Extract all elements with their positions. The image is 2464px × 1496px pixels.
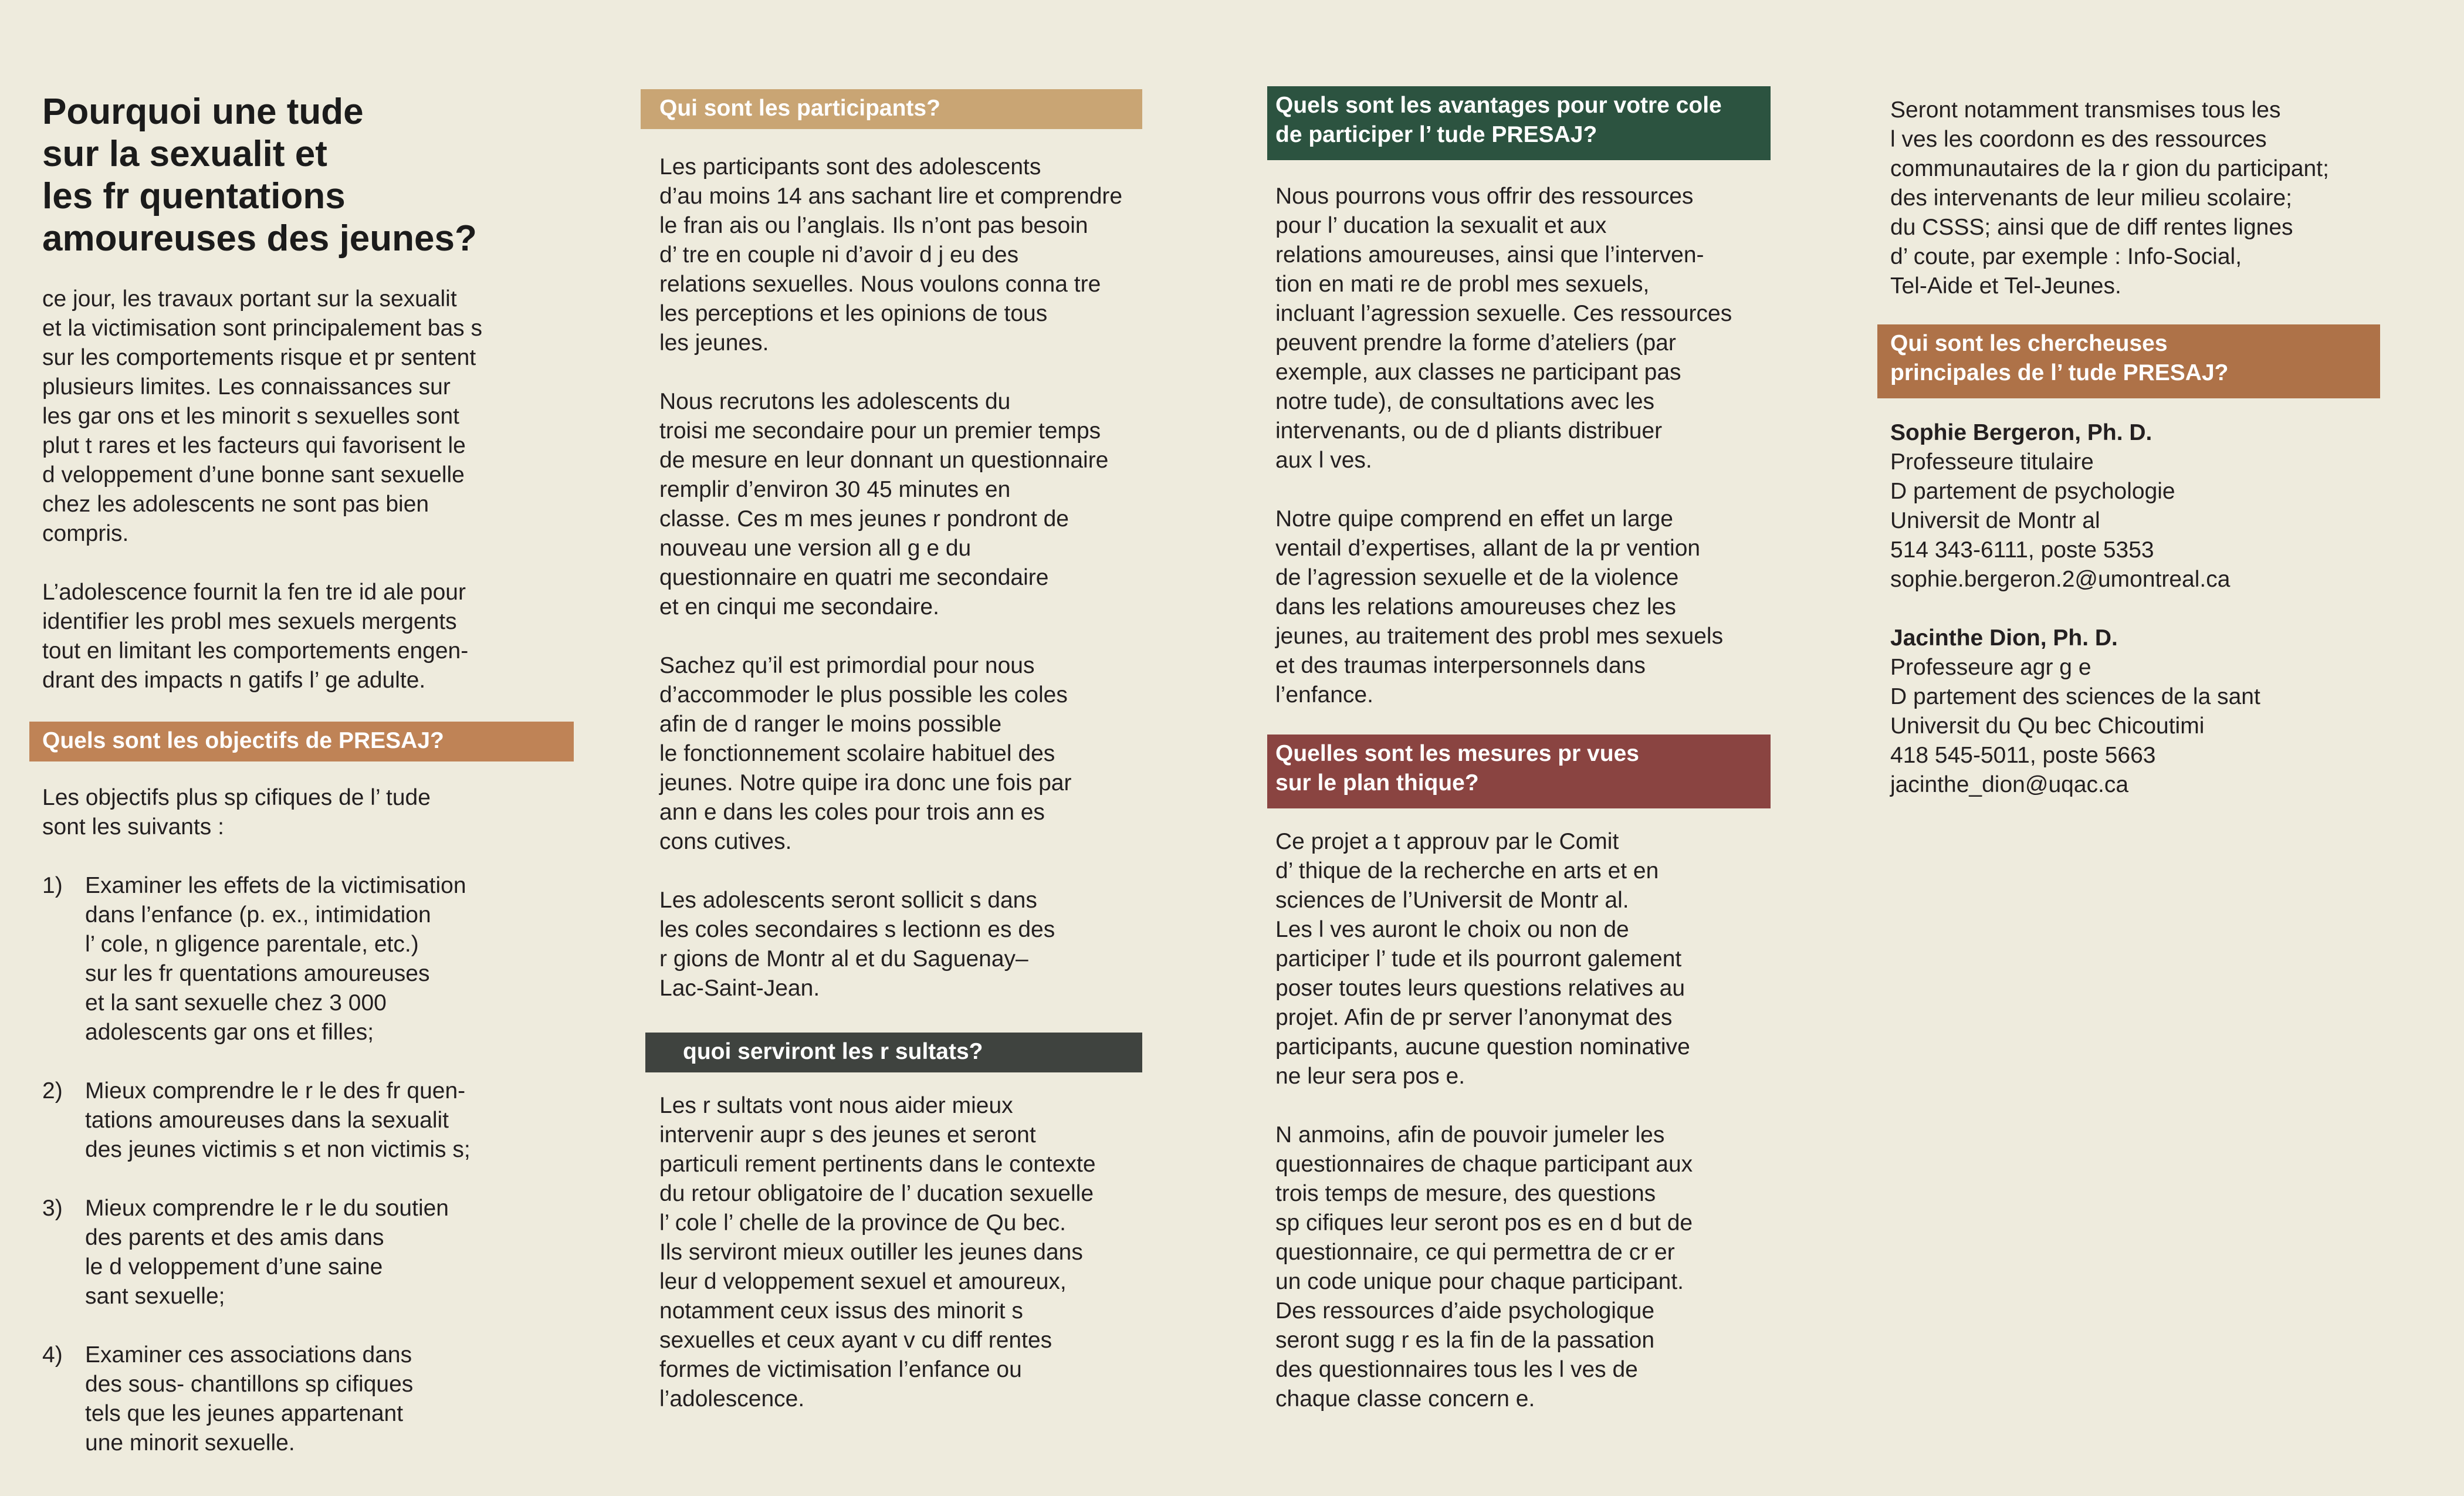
list-item: [42, 871, 471, 1047]
researcher-contact: [1890, 418, 2230, 594]
resources-paragraph: Seront notamment transmises tous les l ves les coordonn es des ressources communautaires de la r gion du participant; des intervenants de leur milieu scolaire; du CSSS; ainsi que de diff rentes lignes d’ coute, par exemple : Info-Social, Tel-Aide et Tel-Jeunes.: [1890, 97, 2329, 299]
list-number: 1): [42, 873, 63, 898]
selection-paragraph: Les adolescents seront sollicit s dans les coles secondaires s lectionn es des r gions de Montr al et du Saguenay– Lac-Saint-Jean.: [659, 888, 1055, 1001]
anonymity-paragraph: N anmoins, afin de pouvoir jumeler les questionnaires de chaque participant aux trois temps de mesure, des questions sp cifiques leur seront pos es en d but de questionnaire, ce qui permettra de cr er un code unique pour chaque participant. Des ressources d’aide psychologique seront sugg r es la fin de la passation des questionnaires tous les l ves de chaque classe concern e.: [1275, 1122, 1693, 1412]
objectives-header: Quels sont les objectifs de PRESAJ?: [29, 722, 574, 761]
list-number: 2): [42, 1078, 63, 1104]
intro-paragraph: ce jour, les travaux portant sur la sexualit et la victimisation sont principalement bas s sur les comportements risque et pr sentent plusieurs limites. Les connaissances sur les gar ons et les minorit s sexuelles sont plut t rares et les facteurs qui favorisent le d veloppement d’une bonne sant sexuelle chez les adolescents ne sont pas bien compris.: [42, 286, 483, 546]
ethics-header: Quelles sont les mesures pr vues sur le plan thique?: [1267, 735, 1771, 808]
researcher-name: Jacinthe Dion, Ph. D.: [1890, 625, 2118, 651]
accommodation-paragraph: Sachez qu’il est primordial pour nous d’accommoder le plus possible les coles afin de d ranger le moins possible le fonctionnement scolaire habituel des jeunes. Notre quipe ira donc une fois par ann e dans les coles pour trois ann es cons cutives.: [659, 653, 1072, 854]
benefits-paragraph: Nous pourrons vous offrir des ressources pour l’ ducation la sexualit et aux relations amoureuses, ainsi que l’interven- tion en mati re de probl mes sexuels, incluant l’agression sexuelle. Ces ressources peuvent prendre la forme d’ateliers (par exemple, aux classes ne participant pas notre tude), de consultations avec les intervenants, ou de d pliants distribuer aux l ves.: [1275, 184, 1732, 473]
researcher-university: Universit de Montr al: [1890, 508, 2100, 533]
list-item: [42, 1341, 471, 1458]
researcher-university: Universit du Qu bec Chicoutimi: [1890, 713, 2205, 739]
participants-paragraph: Les participants sont des adolescents d’au moins 14 ans sachant lire et comprendre le fran ais ou l’anglais. Ils n’ont pas besoin d’ tre en couple ni d’avoir d j eu des relations sexuelles. Nous voulons conna tre les perceptions et les opinions de tous les jeunes.: [659, 154, 1123, 356]
results-paragraph: Les r sultats vont nous aider mieux intervenir aupr s des jeunes et seront particuli rement pertinents dans le contexte du retour obligatoire de l’ ducation sexuelle l’ cole l’ chelle de la province de Qu bec. Ils serviront mieux outiller les jeunes dans leur d veloppement sexuel et amoureux, notamment ceux issus des minorit s sexuelles et ceux ayant v cu diff rentes formes de victimisation l’enfance ou l’adolescence.: [659, 1093, 1096, 1412]
researcher-title: Professeure titulaire: [1890, 449, 2094, 475]
list-text: Mieux comprendre le r le des fr quen- tations amoureuses dans la sexualit des jeunes victimis s et non victimis s;: [85, 1078, 471, 1162]
researchers-header: Qui sont les chercheuses principales de l’ tude PRESAJ?: [1877, 324, 2380, 398]
objectives-list: [42, 871, 471, 1487]
researcher-title: Professeure agr g e: [1890, 655, 2091, 680]
researcher-email: sophie.bergeron.2@umontreal.ca: [1890, 567, 2231, 592]
adolescence-paragraph: L’adolescence fournit la fen tre id ale pour identifier les probl mes sexuels mergents tout en limitant les comportements engen- drant des impacts n gatifs l’ ge adulte.: [42, 580, 469, 693]
benefits-header: Quels sont les avantages pour votre cole de participer l’ tude PRESAJ?: [1267, 86, 1771, 160]
objectives-intro: Les objectifs plus sp cifiques de l’ tude sont les suivants :: [42, 785, 431, 840]
researcher-phone: 418 545-5011, poste 5663: [1890, 743, 2156, 768]
ethics-paragraph: Ce projet a t approuv par le Comit d’ thique de la recherche en arts et en sciences de l’Universit de Montr al. Les l ves auront le choix ou non de participer l’ tude et ils pourront galement poser toutes leurs questions relatives au projet. Afin de pr server l’anonymat des participants, aucune question nominative ne leur sera pos e.: [1275, 829, 1690, 1089]
researcher-contact: [1890, 624, 2260, 800]
recruitment-paragraph: Nous recrutons les adolescents du troisi me secondaire pour un premier temps de mesure en leur donnant un questionnaire remplir d’environ 30 45 minutes en classe. Ces m mes jeunes r pondront de nouveau une version all g e du questionnaire en quatri me secondaire et en cinqui me secondaire.: [659, 389, 1109, 620]
list-number: 3): [42, 1196, 63, 1221]
page-title: Pourquoi une tude sur la sexualit et les fr quentations amoureuses des jeunes?: [42, 92, 477, 259]
list-text: Mieux comprendre le r le du soutien des parents et des amis dans le d veloppement d’une saine sant sexuelle;: [85, 1196, 449, 1309]
researcher-department: D partement des sciences de la sant: [1890, 684, 2260, 709]
participants-header: Qui sont les participants?: [641, 89, 1142, 129]
list-item: [42, 1194, 471, 1311]
list-item: [42, 1077, 471, 1165]
researcher-department: D partement de psychologie: [1890, 479, 2175, 504]
researcher-phone: 514 343-6111, poste 5353: [1890, 537, 2154, 563]
list-text: Examiner ces associations dans des sous- chantillons sp cifiques tels que les jeunes appartenant une minorit sexuelle.: [85, 1342, 414, 1456]
results-header: quoi serviront les r sultats?: [645, 1033, 1142, 1072]
list-text: Examiner les effets de la victimisation dans l’enfance (p. ex., intimidation l’ cole, n gligence parentale, etc.) sur les fr quentations amoureuses et la sant sexuelle chez 3 000 adolescents gar ons et filles;: [85, 873, 466, 1045]
researcher-name: Sophie Bergeron, Ph. D.: [1890, 420, 2152, 445]
researcher-email: jacinthe_dion@uqac.ca: [1890, 772, 2129, 797]
expertise-paragraph: Notre quipe comprend en effet un large ventail d’expertises, allant de la pr vention de l’agression sexuelle et de la violence dans les relations amoureuses chez les jeunes, au traitement des probl mes sexuels et des traumas interpersonnels dans l’enfance.: [1275, 506, 1724, 708]
list-number: 4): [42, 1342, 63, 1368]
